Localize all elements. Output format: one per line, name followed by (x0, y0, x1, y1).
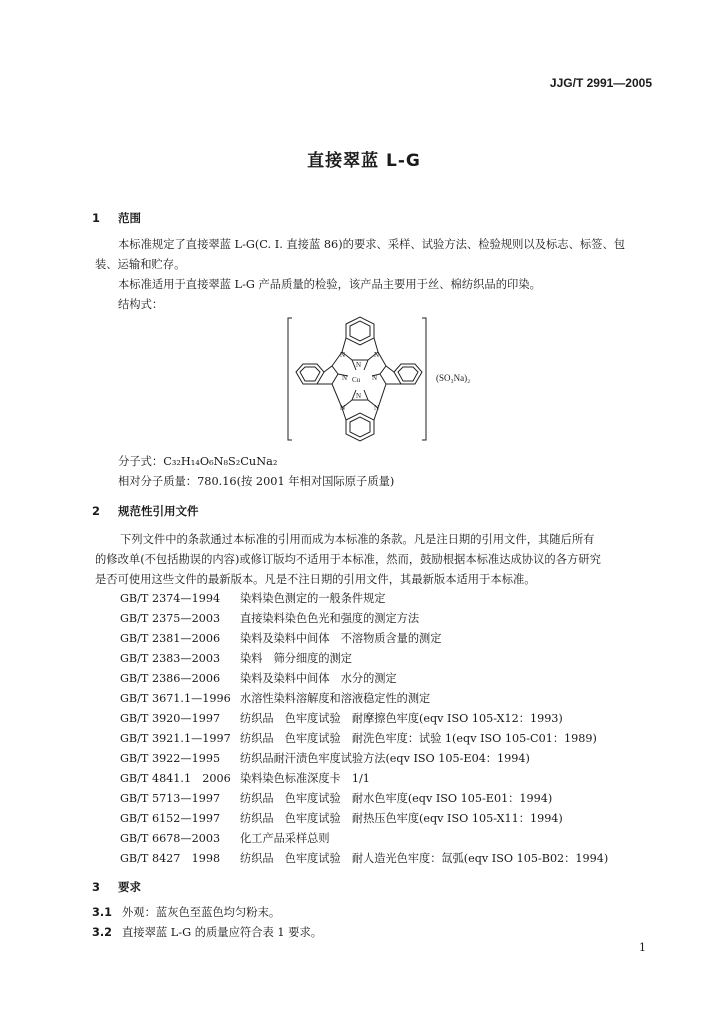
reference-title: 纺织品耐汗渍色牢度试验方法(eqv ISO 105-E04：1994) (240, 752, 530, 765)
requirement-text: 直接翠蓝 L-G 的质量应符合表 1 要求。 (122, 926, 323, 939)
requirement-item (92, 923, 322, 943)
structure-label: 结构式： (118, 298, 164, 311)
reference-item (120, 810, 563, 826)
reference-title: 纺织品 色牢度试验 耐人造光色牢度：氙弧(eqv ISO 105-B02：1994) (240, 852, 609, 865)
section-3-title: 要求 (118, 880, 141, 894)
reference-title: 染料染色测定的一般条件规定 (240, 592, 386, 605)
reference-title: 染料及染料中间体 水分的测定 (240, 672, 397, 685)
section-1-number: 1 (92, 211, 101, 225)
document-title: 直接翠蓝 L-G (307, 151, 421, 171)
reference-code: GB/T 2375—2003 (120, 612, 221, 625)
molecular-formula (118, 452, 277, 472)
reference-item (120, 590, 385, 606)
normative-intro-line-1: 下列文件中的条款通过本标准的引用而成为本标准的条款。凡是注日期的引用文件，其随后所有 (120, 533, 595, 546)
standard-number: JJG/T 2991—2005 (549, 76, 652, 90)
normative-intro-line-2: 的修改单(不包括勘误的内容)或修订版均不适用于本标准，然而，鼓励根据本标准达成协议的各方研究 (95, 553, 601, 566)
scope-para-1-line-2: 装、运输和贮存。 (95, 258, 186, 271)
reference-title: 直接染料染色色光和强度的测定方法 (240, 612, 420, 625)
reference-code: GB/T 6152—1997 (120, 812, 221, 825)
section-1-heading (92, 210, 141, 226)
molecular-formula-value: C₃₂H₁₄O₆N₈S₂CuNa₂ (163, 455, 278, 468)
svg-text:N: N (340, 351, 346, 359)
reference-code: GB/T 2383—2003 (120, 652, 221, 665)
page-number: 1 (639, 941, 646, 954)
reference-item (120, 670, 397, 686)
requirement-item (92, 903, 280, 923)
reference-item (120, 770, 370, 786)
reference-code: GB/T 5713—1997 (120, 792, 221, 805)
molecular-formula-label: 分子式： (118, 455, 164, 468)
section-2-number: 2 (92, 504, 101, 518)
right-bracket (422, 318, 426, 440)
reference-item (120, 830, 330, 846)
left-bracket (288, 318, 292, 440)
svg-text:N: N (374, 351, 380, 359)
reference-code: GB/T 2381—2006 (120, 632, 221, 645)
reference-title: 染料 筛分细度的测定 (240, 652, 352, 665)
sulfonate-group-label: (SO₃Na)₂ (436, 373, 471, 383)
reference-item (120, 710, 563, 726)
reference-item (120, 850, 608, 866)
reference-item (120, 690, 430, 706)
section-3-number: 3 (92, 880, 101, 894)
structural-formula-diagram (286, 314, 456, 444)
section-3-heading (92, 879, 141, 895)
requirement-number: 3.2 (92, 926, 113, 939)
reference-item (120, 790, 552, 806)
reference-title: 染料染色标准深度卡 1/1 (240, 772, 370, 785)
reference-title: 纺织品 色牢度试验 耐摩擦色牢度(eqv ISO 105-X12：1993) (240, 712, 563, 725)
svg-text:N: N (372, 374, 378, 382)
molecular-weight: 相对分子质量：780.16(按 2001 年相对国际原子质量) (118, 475, 395, 488)
requirement-number: 3.1 (92, 906, 113, 919)
reference-code: GB/T 2386—2006 (120, 672, 221, 685)
reference-code: GB/T 3921.1—1997 (120, 732, 231, 745)
reference-title: 纺织品 色牢度试验 耐洗色牢度：试验 1(eqv ISO 105-C01：1989) (240, 732, 597, 745)
reference-code: GB/T 6678—2003 (120, 832, 221, 845)
reference-code: GB/T 3922—1995 (120, 752, 221, 765)
section-2-heading (92, 503, 199, 519)
scope-para-1-line-1: 本标准规定了直接翠蓝 L-G(C. I. 直接蓝 86)的要求、采样、试验方法、检验规则以及标志、标签、包 (118, 238, 626, 251)
reference-item (120, 650, 352, 666)
reference-title: 水溶性染料溶解度和溶液稳定性的测定 (240, 692, 431, 705)
svg-text:N: N (342, 374, 348, 382)
svg-text:N: N (340, 404, 346, 412)
reference-item (120, 610, 419, 626)
svg-text:N: N (356, 361, 362, 369)
section-1-title: 范围 (118, 211, 141, 225)
reference-item (120, 630, 441, 646)
reference-title: 纺织品 色牢度试验 耐水色牢度(eqv ISO 105-E01：1994) (240, 792, 553, 805)
reference-title: 化工产品采样总则 (240, 832, 330, 845)
reference-title: 纺织品 色牢度试验 耐热压色牢度(eqv ISO 105-X11：1994) (240, 812, 563, 825)
reference-code: GB/T 8427 1998 (120, 852, 221, 865)
reference-code: GB/T 3920—1997 (120, 712, 221, 725)
scope-para-2: 本标准适用于直接翠蓝 L-G 产品质量的检验，该产品主要用于丝、棉纺织品的印染。 (118, 278, 541, 291)
reference-item (120, 750, 530, 766)
reference-code: GB/T 3671.1—1996 (120, 692, 231, 705)
svg-text:N: N (374, 404, 380, 412)
copper-atom-label: Cu (352, 376, 361, 384)
normative-intro-line-3: 是否可使用这些文件的最新版本。凡是不注日期的引用文件，其最新版本适用于本标准。 (95, 573, 536, 586)
requirement-text: 外观：蓝灰色至蓝色均匀粉末。 (122, 906, 281, 919)
reference-code: GB/T 2374—1994 (120, 592, 221, 605)
reference-title: 染料及染料中间体 不溶物质含量的测定 (240, 632, 442, 645)
section-2-title: 规范性引用文件 (118, 504, 199, 518)
reference-code: GB/T 4841.1 2006 (120, 772, 231, 785)
svg-text:N: N (356, 392, 362, 400)
reference-item (120, 730, 597, 746)
